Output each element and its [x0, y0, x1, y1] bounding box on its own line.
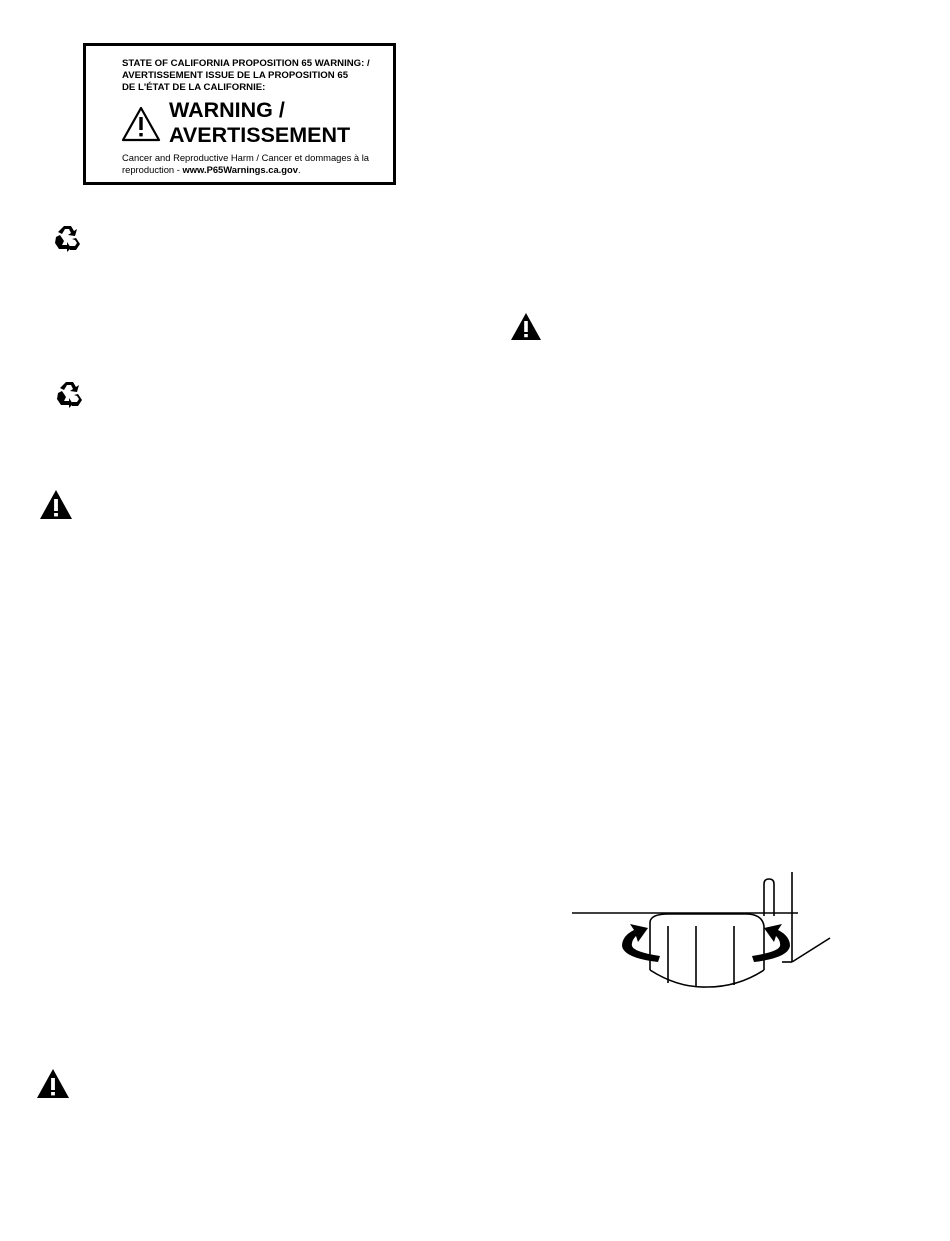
prop65-warning-label: [83, 43, 396, 185]
rotate-arrow-right: [752, 924, 790, 962]
warning-title-line-1: WARNING /: [169, 98, 285, 122]
warning-outline-icon: [121, 106, 161, 142]
prop65-body-line-2: [122, 164, 392, 176]
prop65-header-line: AVERTISSEMENT ISSUE DE LA PROPOSITION 65: [122, 70, 349, 81]
warning-triangle-icon: [36, 1068, 70, 1099]
prop65-header-line: DE L'ÉTAT DE LA CALIFORNIE:: [122, 82, 266, 93]
prop65-body-prefix: reproduction -: [122, 164, 183, 175]
prop65-body-line-1: Cancer and Reproductive Harm / Cancer et dommages à la: [122, 152, 369, 163]
warning-triangle-icon: [510, 312, 542, 341]
leveling-foot-diagram: [568, 866, 838, 996]
recycle-icon: [54, 379, 86, 409]
prop65-header: [122, 58, 382, 94]
warning-title-line-2: AVERTISSEMENT: [169, 123, 351, 147]
prop65-body-suffix: .: [297, 164, 301, 175]
prop65-header-line: STATE OF CALIFORNIA PROPOSITION 65 WARNING: /: [122, 58, 370, 69]
warning-triangle-icon: [39, 489, 73, 520]
prop65-body: [122, 152, 392, 176]
prop65-warning-title: [169, 98, 350, 148]
recycle-icon: [52, 223, 84, 253]
prop65-url: www.P65Warnings.ca.gov: [182, 164, 298, 175]
rotate-arrow-left: [622, 924, 660, 962]
